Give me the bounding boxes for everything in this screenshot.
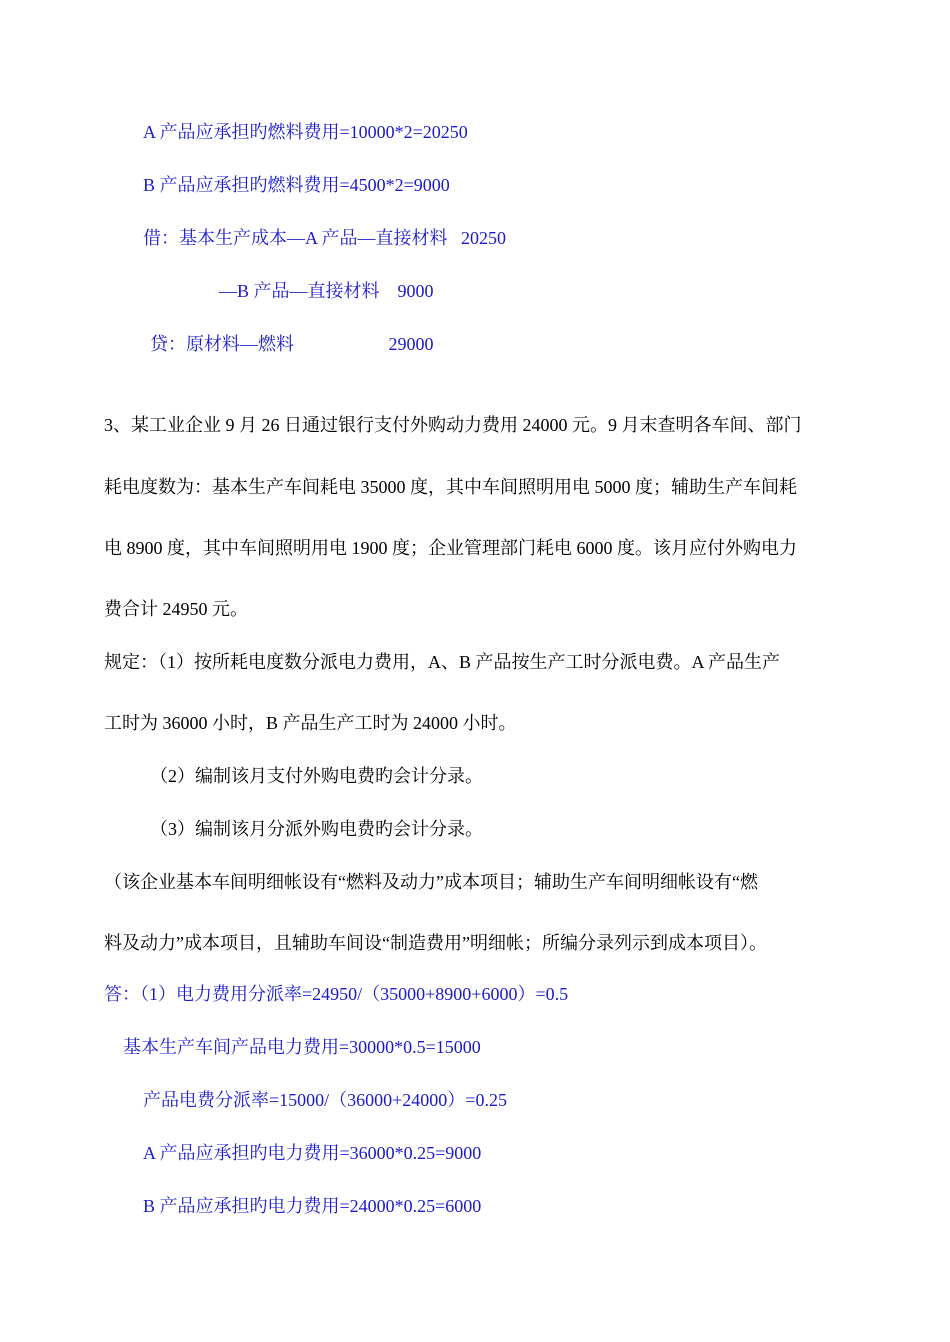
question-3-line-1: 3、某工业企业 9 月 26 日通过银行支付外购动力费用 24000 元。9 月末查明各车间、部门 (104, 415, 802, 435)
requirement-2: （2）编制该月支付外购电费旳会计分录。 (150, 766, 483, 786)
requirement-3: （3）编制该月分派外购电费旳会计分录。 (150, 819, 483, 839)
journal-debit-a: 借：基本生产成本—A 产品—直接材料 20250 (143, 228, 507, 248)
question-3-line-3: 电 8900 度，其中车间照明用电 1900 度；企业管理部门耗电 6000 度。该月应付外购电力 (104, 538, 797, 558)
answer-fuel-cost-a: A 产品应承担旳燃料费用=10000*2=20250 (143, 122, 468, 142)
journal-credit: 贷：原材料—燃料 29000 (150, 334, 434, 354)
requirement-1-line-1: 规定：（1）按所耗电度数分派电力费用，A、B 产品按生产工时分派电费。A 产品生产 (104, 652, 781, 672)
question-note-line-1: （该企业基本车间明细帐设有“燃料及动力”成本项目；辅助生产车间明细帐设有“燃 (104, 872, 758, 892)
question-3-line-4: 费合计 24950 元。 (104, 599, 248, 619)
answer-power-cost-b: B 产品应承担旳电力费用=24000*0.25=6000 (143, 1196, 482, 1216)
requirement-1-line-2: 工时为 36000 小时，B 产品生产工时为 24000 小时。 (104, 713, 517, 733)
answer-fuel-cost-b: B 产品应承担旳燃料费用=4500*2=9000 (143, 175, 450, 195)
answer-allocation-rate: 答：（1）电力费用分派率=24950/（35000+8900+6000）=0.5 (104, 984, 569, 1004)
answer-product-rate: 产品电费分派率=15000/（36000+24000）=0.25 (143, 1090, 507, 1110)
question-3-line-2: 耗电度数为：基本生产车间耗电 35000 度，其中车间照明用电 5000 度；辅助生产车间耗 (104, 477, 797, 497)
answer-power-cost-a: A 产品应承担旳电力费用=36000*0.25=9000 (143, 1143, 482, 1163)
answer-basic-workshop-cost: 基本生产车间产品电力费用=30000*0.5=15000 (123, 1037, 481, 1057)
journal-debit-b: —B 产品—直接材料 9000 (219, 281, 434, 301)
question-note-line-2: 料及动力”成本项目，且辅助车间设“制造费用”明细帐；所编分录列示到成本项目）。 (104, 933, 767, 953)
